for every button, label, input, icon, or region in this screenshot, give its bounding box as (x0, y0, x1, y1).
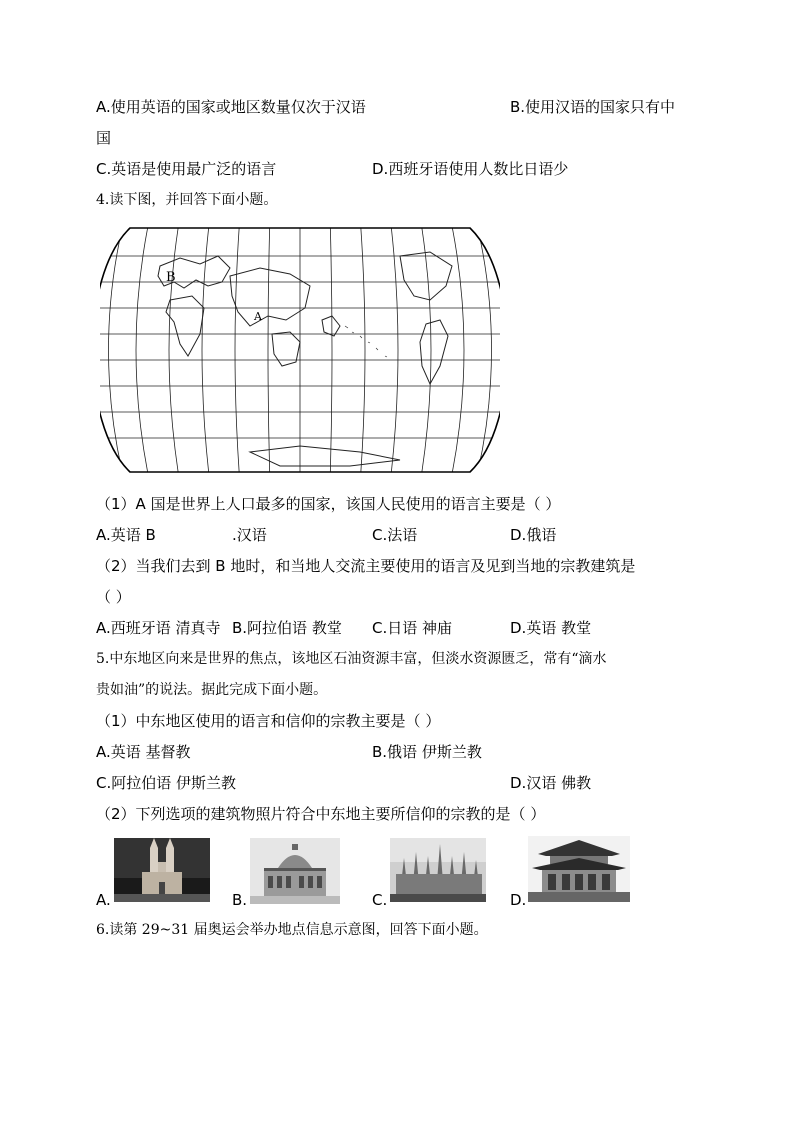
q4-sub1-option-b: .汉语 (232, 526, 267, 544)
world-map (100, 216, 500, 484)
q6-stem: 6.读第 29~31 届奥运会举办地点信息示意图，回答下面小题。 (96, 922, 488, 938)
q5-sub2-option-c: C. (372, 891, 388, 909)
q5-sub1-option-b: B.俄语 伊斯兰教 (372, 743, 482, 761)
q3-option-d: D.西班牙语使用人数比日语少 (372, 160, 569, 178)
q3-option-b-cont: 国 (96, 129, 112, 147)
q4-sub2-stem: （2）当我们去到 B 地时，和当地人交流主要使用的语言及见到当地的宗教建筑是 (96, 557, 636, 575)
q5-sub1-option-a: A.英语 基督教 (96, 743, 191, 761)
q4-stem: 4.读下图，并回答下面小题。 (96, 192, 278, 208)
q5-stem-line2: 贵如油”的说法。据此完成下面小题。 (96, 682, 328, 698)
q3-option-a: A.使用英语的国家或地区数量仅次于汉语 (96, 98, 366, 116)
gothic-cathedral-photo (390, 838, 486, 902)
q5-sub2-option-a: A. (96, 891, 111, 909)
q4-sub1-option-d: D.俄语 (510, 526, 557, 544)
q5-stem-line1: 5.中东地区向来是世界的焦点，该地区石油资源丰富，但淡水资源匮乏，常有“滴水 (96, 651, 607, 667)
q3-option-c: C.英语是使用最广泛的语言 (96, 160, 277, 178)
q4-sub1-stem: （1）A 国是世界上人口最多的国家，该国人民使用的语言主要是（ ） (96, 495, 561, 513)
q3-option-b: B.使用汉语的国家只有中 (510, 98, 676, 116)
mosque-photo (250, 838, 340, 904)
q4-sub2-stem-cont: （ ） (96, 588, 131, 606)
q5-sub2-stem: （2）下列选项的建筑物照片符合中东地主要所信仰的宗教的是（ ） (96, 805, 546, 823)
q5-sub1-option-d: D.汉语 佛教 (510, 774, 592, 792)
q4-sub2-option-a: A.西班牙语 清真寺 (96, 619, 221, 637)
q4-sub2-option-c: C.日语 神庙 (372, 619, 453, 637)
chinese-temple-photo (528, 836, 630, 902)
q4-sub1-option-c: C.法语 (372, 526, 418, 544)
q5-sub2-option-b: B. (232, 891, 248, 909)
q5-sub1-option-c: C.阿拉伯语 伊斯兰教 (96, 774, 237, 792)
q4-sub2-option-b: B.阿拉伯语 教堂 (232, 619, 342, 637)
map-label-a: A (254, 310, 262, 323)
q4-sub2-option-d: D.英语 教堂 (510, 619, 592, 637)
map-label-b: B (166, 270, 176, 285)
cathedral-photo (114, 838, 210, 902)
q5-sub1-stem: （1）中东地区使用的语言和信仰的宗教主要是（ ） (96, 712, 441, 730)
q5-sub2-option-d: D. (510, 891, 527, 909)
q4-sub1-option-a: A.英语 B (96, 526, 156, 544)
